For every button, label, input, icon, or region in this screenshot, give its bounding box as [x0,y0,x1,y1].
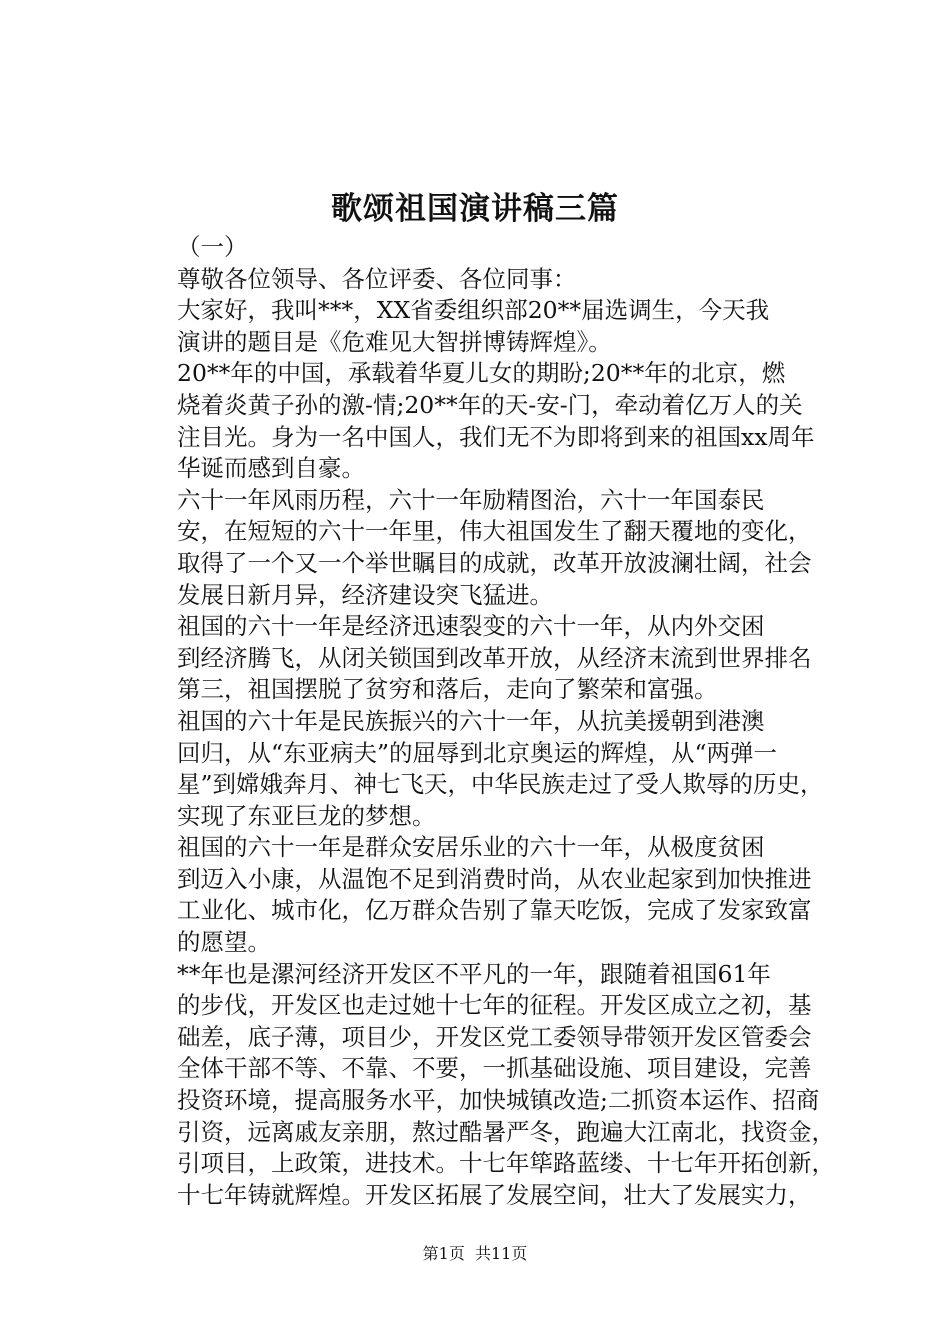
paragraph-line: 20**年的中国，承载着华夏儿女的期盼;20**年的北京，燃 [177,359,786,388]
paragraph-line: 华诞而感到自豪。 [177,454,365,483]
body-paragraph [130,832,830,958]
paragraph-line: 祖国的六十一年是群众安居乐业的六十一年，从极度贫困 [177,833,765,862]
paragraph-line: 引项目，上政策，进技术。十七年筚路蓝缕、十七年开拓创新， [177,1149,835,1178]
paragraph-line: 的愿望。 [177,928,271,957]
paragraph-line: 六十一年风雨历程，六十一年励精图治，六十一年国泰民 [177,485,765,514]
paragraph-line: 回归，从“东亚病夫”的屈辱到北京奥运的辉煌，从“两弹一 [177,738,778,767]
paragraph-line: 础差，底子薄，项目少，开发区党工委领导带领开发区管委会 [177,1022,812,1051]
body-paragraph [130,706,830,832]
paragraph-line: 十七年铸就辉煌。开发区拓展了发展空间，壮大了发展实力， [177,1180,812,1209]
body-paragraph [130,611,830,706]
page-footer [0,1242,950,1266]
paragraph-line: 大家好，我叫***，XX省委组织部20**届选调生，今天我 [177,296,770,325]
paragraph-line: 烧着炎黄子孙的激-情;20**年的天-安-门，牵动着亿万人的关 [177,390,803,419]
paragraph-line: 实现了东亚巨龙的梦想。 [177,801,436,830]
body-paragraph [130,959,835,1212]
paragraph-line: 投资环境，提高服务水平，加快城镇改造;二抓资本运作、招商 [177,1086,820,1115]
paragraph-line: 全体干部不等、不靠、不要，一抓基础设施、项目建设，完善 [177,1054,812,1083]
paragraph-line: 祖国的六十年是民族振兴的六十一年，从抗美援朝到港澳 [177,706,765,735]
paragraph-line: 安，在短短的六十一年里，伟大祖国发生了翻天覆地的变化， [177,517,812,546]
paragraph-line: 发展日新月异，经济建设突飞猛进。 [177,580,553,609]
paragraph-line: 演讲的题目是《危难见大智拼博铸辉煌》。 [177,327,612,356]
section-marker: （一） [177,233,248,261]
paragraph-line: 注目光。身为一名中国人，我们无不为即将到来的祖国xx周年 [177,422,815,451]
paragraph-line: 工业化、城市化，亿万群众告别了靠天吃饭，完成了发家致富 [177,896,812,925]
paragraph-line: 取得了一个又一个举世瞩目的成就，改革开放波澜壮阔，社会 [177,548,812,577]
body-paragraph [130,358,830,484]
paragraph-line: 引资，远离戚友亲朋，熬过酷暑严冬，跑遍大江南北，找资金， [177,1117,835,1146]
paragraph-list [130,295,835,1211]
paragraph-line: 到经济腾飞，从闭关锁国到改革开放，从经济末流到世界排名 [177,643,812,672]
body-paragraph [130,485,830,611]
paragraph-line: 的步伐，开发区也走过她十七年的征程。开发区成立之初，基 [177,991,812,1020]
paragraph-line: 到迈入小康，从温饱不足到消费时尚，从农业起家到加快推进 [177,864,812,893]
body-paragraph [130,295,830,358]
paragraph-line: 祖国的六十一年是经济迅速裂变的六十一年，从内外交困 [177,612,765,641]
salutation: 尊敬各位领导、各位评委、各位同事： [177,264,577,293]
paragraph-line: 星”到嫦娥奔月、神七飞天，中华民族走过了受人欺辱的历史， [177,770,824,799]
page-number: 第1页 共11页 [422,1244,528,1263]
document-body [130,232,835,1211]
paragraph-line: 第三，祖国摆脱了贫穷和落后，走向了繁荣和富强。 [177,675,718,704]
document-title: 歌颂祖国演讲稿三篇 [331,191,619,227]
paragraph-line: **年也是漯河经济开发区不平凡的一年，跟随着祖国61年 [177,959,771,988]
